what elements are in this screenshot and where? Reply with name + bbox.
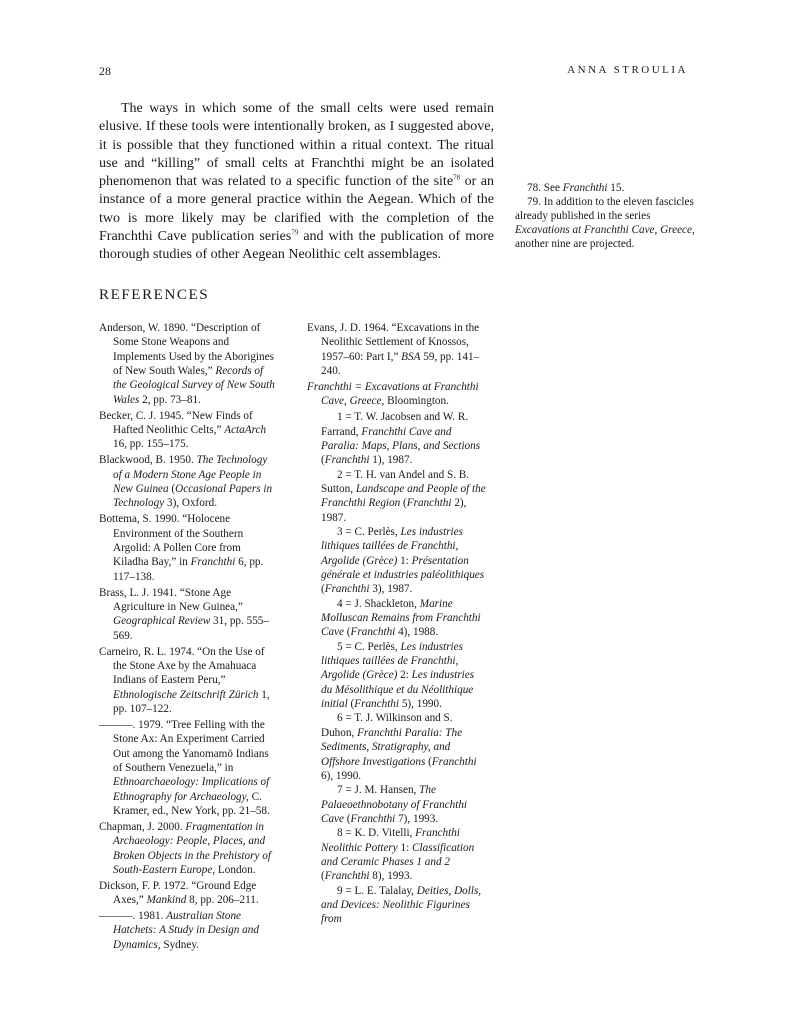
italic-text: ActaArch <box>224 424 267 436</box>
reference-entry <box>99 645 277 717</box>
italic-text: Franchthi Cave and Paralia: Maps, Plans, and Sections <box>321 425 481 452</box>
italic-text: Les industries lithiques taillées de Franchthi, Argolide (Grèce) <box>321 526 463 567</box>
text-run: ( <box>344 812 351 825</box>
reference-entry <box>99 512 277 584</box>
text-run: 3 = C. Perlès, <box>337 526 401 538</box>
italic-text: The Palaeoethnobotany of Franchthi Cave <box>321 784 468 825</box>
text-run: Sydney. <box>160 938 199 951</box>
reference-subentry <box>307 410 487 467</box>
text-run: 3), 1987. <box>369 583 413 596</box>
italic-text: Occasional Papers in Technology <box>113 482 273 510</box>
text-run: 1: <box>397 554 412 567</box>
reference-entry <box>99 409 277 452</box>
references-left-column <box>99 321 277 954</box>
reference-entry <box>99 321 277 407</box>
italic-text: Franchthi <box>324 583 370 596</box>
reference-subentry <box>307 884 487 927</box>
text-run: ( <box>321 583 325 596</box>
italic-text: Landscape and People of the Franchthi Region <box>321 482 486 510</box>
text-run: 6 = T. J. Wilkinson and S. Duhon, <box>321 712 453 739</box>
reference-entry <box>99 718 277 818</box>
italic-text: Franchthi <box>350 626 396 639</box>
italic-text: Geographical Review <box>113 615 211 628</box>
text-run: 2, pp. 73–81. <box>139 393 201 406</box>
italic-text: Fragmentation in Archaeology: People, Places, and Broken Objects in the Prehistory of South-Eastern Europe, <box>113 820 271 876</box>
text-run: 31, pp. 555–569. <box>113 615 269 642</box>
text-run: The ways in which some of the small celts were used remain elusive. If these tools were intentionally broken, as I suggested above, it is possible that they functioned within a ritual context. The ritual use and “killing” of small celts at Franchthi might be an isolated phenomenon that was related to a specific function of the site <box>99 101 494 190</box>
text-run: C. Kramer, ed., New York, pp. 21–58. <box>113 790 270 817</box>
text-run: 5), 1990. <box>399 698 442 711</box>
text-run: Evans, J. D. 1964. “Excavations in the Neolithic Settlement of Knossos, 1957–60: Part I,” <box>307 322 480 363</box>
text-run: 1: <box>397 841 413 854</box>
text-run: 2), 1987. <box>321 497 467 524</box>
footnotes <box>515 181 697 251</box>
italic-text: Ethnologische Zeitschrift Zürich <box>113 688 259 701</box>
text-run: Dickson, F. P. 1972. “Ground Edge Axes,” <box>99 879 257 907</box>
text-run: ( <box>347 698 355 711</box>
text-run: 9 = L. E. Talalay, <box>337 884 417 897</box>
italic-text: Franchthi Paralia: The Sediments, Stratigraphy, and Offshore Investigations <box>321 726 463 768</box>
text-run: Chapman, J. 2000. <box>99 820 186 833</box>
references-heading: REFERENCES <box>99 287 210 303</box>
reference-entry <box>99 909 277 952</box>
text-run: 4 = J. Shackleton, <box>337 597 420 610</box>
text-run: 4), 1988. <box>395 626 439 639</box>
text-run: 16, pp. 155–175. <box>113 438 189 451</box>
running-head: ANNA STROULIA <box>567 64 688 76</box>
text-run: ( <box>400 497 407 510</box>
text-run: ( <box>425 755 432 768</box>
italic-text: Deities, Dolls, and Devices: Neolithic Figurines from <box>321 884 482 926</box>
italic-text: Franchthi Neolithic Pottery <box>321 827 460 854</box>
text-run: ( <box>168 482 176 495</box>
text-run: 79. In addition to the eleven fascicles already published in the series <box>515 196 694 222</box>
italic-text: Les industries lithiques taillées de Franchthi, Argolide (Grèce) <box>321 640 463 682</box>
reference-subentry <box>307 468 487 525</box>
footnote-marker: 78 <box>453 173 461 182</box>
text-run: Anderson, W. 1890. “Description of Some Stone Weapons and Implements Used by the Aborigines of New South Wales,” <box>99 322 274 378</box>
italic-text: Franchthi <box>350 812 396 825</box>
text-run: 5 = C. Perlès, <box>337 640 401 653</box>
text-run: 15. <box>607 182 625 194</box>
reference-subentry <box>307 597 487 640</box>
text-run: or an instance of a more general practice within the Aegean. Which of the two is more likely may be clarified with the completion of the Franchthi Cave publication series <box>99 174 494 245</box>
italic-text: Présentation générale et industries paléolithiques <box>321 554 485 582</box>
text-run: 78. See <box>527 182 563 194</box>
reference-entry <box>307 380 487 409</box>
italic-text: Franchthi = Excavations at Franchthi Cave, Greece, <box>307 380 479 408</box>
text-run: Becker, C. J. 1945. “New Finds of Hafted Neolithic Celts,” <box>99 409 253 436</box>
italic-text: Franchthi <box>431 755 477 768</box>
footnote <box>515 181 697 195</box>
text-run: 59, pp. 141–240. <box>321 350 480 378</box>
body-paragraph <box>99 100 494 265</box>
text-run: 7), 1993. <box>395 812 439 825</box>
reference-subentry <box>307 525 487 597</box>
footnote <box>515 195 697 251</box>
text-run: ( <box>321 454 325 467</box>
italic-text: Franchthi <box>406 497 452 510</box>
italic-text: Marine Molluscan Remains from Franchthi Cave <box>321 597 481 639</box>
text-run: 2: <box>397 669 412 682</box>
reference-entry <box>99 453 277 510</box>
reference-entry <box>99 820 277 877</box>
reference-entry <box>99 586 277 643</box>
italic-text: Excavations at Franchthi Cave, Greece, <box>515 224 695 236</box>
footnote-marker: 79 <box>291 228 299 237</box>
italic-text: BSA <box>401 350 421 363</box>
text-run: another nine are projected. <box>515 238 635 250</box>
text-run: 8, pp. 206–211. <box>186 894 259 907</box>
reference-subentry <box>307 640 487 712</box>
text-run: ———. 1979. “Tree Felling with the Stone Ax: An Experiment Carried Out among the Yanomamö Indians of Southern Venezuela,” in <box>99 718 269 774</box>
text-run: Blackwood, B. 1950. <box>99 454 197 467</box>
text-run: London. <box>215 863 256 876</box>
text-run: Carneiro, R. L. 1974. “On the Use of the Stone Axe by the Amahuaca Indians of Eastern Peru,” <box>99 645 265 687</box>
italic-text: The Technology of a Modern Stone Age People in New Guinea <box>113 454 268 495</box>
italic-text: Franchthi <box>190 556 236 569</box>
italic-text: Mankind <box>146 894 187 907</box>
page-number: 28 <box>99 64 111 78</box>
text-run: 8 = K. D. Vitelli, <box>337 827 416 840</box>
text-run: Brass, L. J. 1941. “Stone Age Agriculture in New Guinea,” <box>99 586 243 613</box>
text-run: and with the publication of more thorough studies of other Aegean Neolithic celt assemblages. <box>99 229 494 263</box>
italic-text: Classification and Ceramic Phases 1 and 2 <box>321 841 475 868</box>
references-right-column <box>307 321 487 927</box>
text-run: 1), 1987. <box>369 454 413 467</box>
text-run: 6), 1990. <box>321 769 362 782</box>
italic-text: Records of the Geological Survey of New South Wales <box>113 365 275 406</box>
text-run: 7 = J. M. Hansen, <box>337 784 420 797</box>
reference-subentry <box>307 783 487 826</box>
text-run: 1, pp. 107–122. <box>113 688 270 715</box>
text-run: ( <box>321 870 325 883</box>
text-run: 1 = T. W. Jacobsen and W. R. Farrand, <box>321 411 469 438</box>
reference-subentry <box>307 711 487 783</box>
italic-text: Ethnoarchaeology: Implications of Ethnography for Archaeology, <box>113 776 270 803</box>
italic-text: Australian Stone Hatchets: A Study in Design and Dynamics, <box>113 910 259 951</box>
text-run: Bloomington. <box>384 395 449 408</box>
reference-entry <box>99 879 277 908</box>
reference-entry <box>307 321 487 378</box>
italic-text: Franchthi <box>324 454 370 467</box>
text-run: 6, pp. 117–138. <box>113 556 264 583</box>
text-run: ———. 1981. <box>99 910 167 923</box>
text-run: Bottema, S. 1990. “Holocene Environment of the Southern Argolid: A Pollen Core from Kiladha Bay,” in <box>99 513 244 569</box>
text-run: ( <box>344 626 351 639</box>
italic-text: Les industries du Mésolithique et du Néolithique initial <box>321 669 475 711</box>
italic-text: Franchthi <box>562 182 608 194</box>
text-run: 2 = T. H. van Andel and S. B. Sutton, <box>321 468 470 495</box>
text-run: 3), Oxford. <box>164 497 217 510</box>
text-run: 8), 1993. <box>369 870 413 883</box>
reference-subentry <box>307 826 487 883</box>
italic-text: Franchthi <box>354 698 400 711</box>
italic-text: Franchthi <box>324 870 370 883</box>
